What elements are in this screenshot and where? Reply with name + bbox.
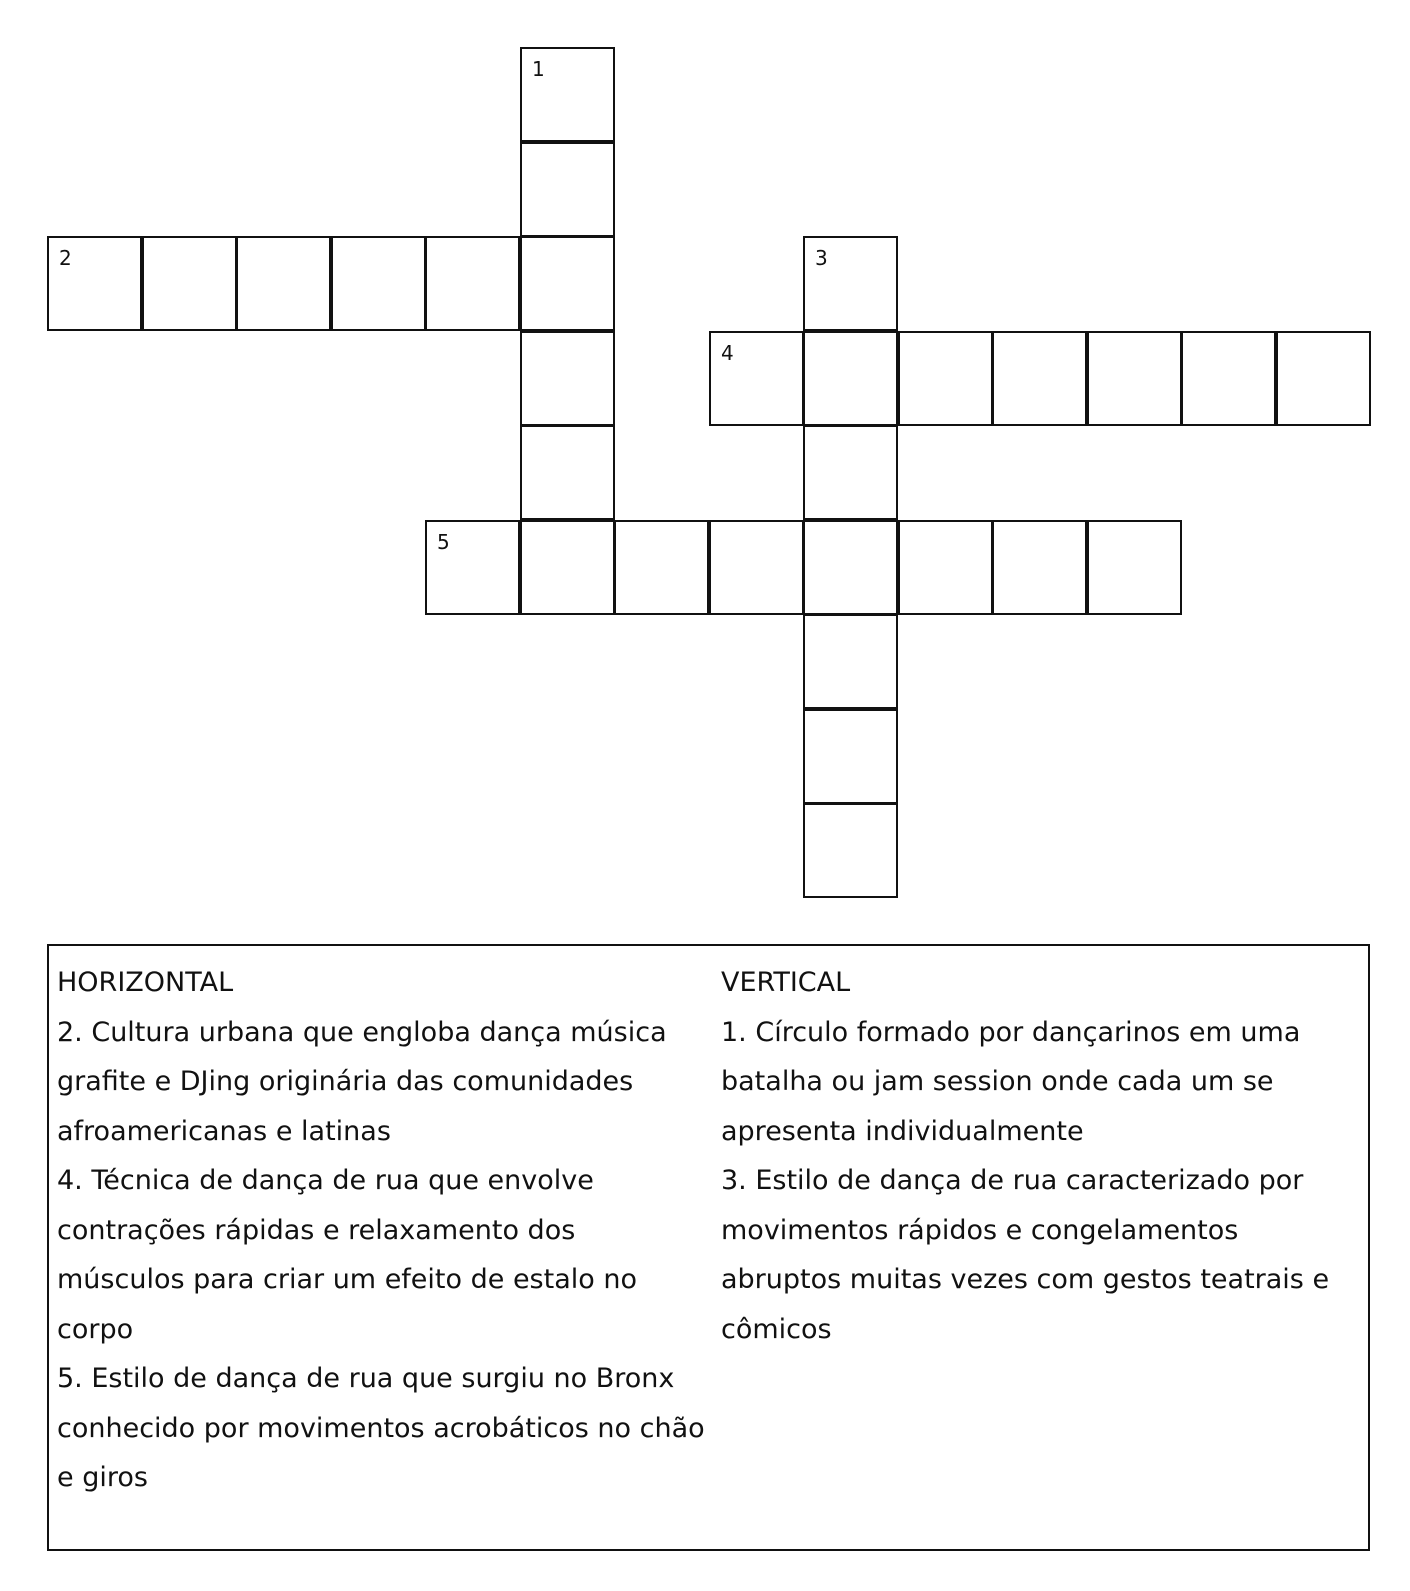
grid-cell[interactable] [425,520,520,615]
grid-cell[interactable] [803,520,898,615]
grid-cell[interactable] [1276,331,1371,426]
clue-number: 2 [59,246,72,270]
grid-cell[interactable] [709,520,804,615]
grid-cell[interactable] [1181,331,1276,426]
grid-cell[interactable] [520,142,615,237]
clue-horizontal-4: 4. Técnica de dança de rua que envolve contrações rápidas e relaxamento dos músculos para criar um efeito de estalo no corpo [57,1165,637,1345]
grid-cell[interactable] [331,236,426,331]
grid-cell[interactable] [803,803,898,898]
clue-number: 3 [815,246,828,270]
grid-cell[interactable] [520,425,615,520]
clue-vertical-1: 1. Círculo formado por dançarinos em uma batalha ou jam session onde cada um se apresenta individualmente [721,1016,1301,1147]
grid-cell[interactable] [898,331,993,426]
grid-cell[interactable] [142,236,237,331]
grid-cell[interactable] [520,520,615,615]
grid-cell[interactable] [803,709,898,804]
grid-cell[interactable] [47,236,142,331]
grid-cell[interactable] [520,47,615,142]
clue-horizontal-5: 5. Estilo de dança de rua que surgiu no Bronx conhecido por movimentos acrobáticos no chão e giros [57,1363,705,1493]
grid-cell[interactable] [898,520,993,615]
grid-cell[interactable] [803,236,898,331]
grid-cell[interactable] [992,520,1087,615]
clue-number: 5 [437,530,450,554]
clue-number: 1 [532,57,545,81]
grid-cell[interactable] [1087,331,1182,426]
grid-cell[interactable] [425,236,520,331]
grid-cell[interactable] [803,614,898,709]
grid-cell[interactable] [614,520,709,615]
clues-box [47,944,1370,1551]
grid-cell[interactable] [520,236,615,331]
grid-cell[interactable] [803,425,898,520]
grid-cell[interactable] [520,331,615,426]
grid-cell[interactable] [992,331,1087,426]
vertical-clues [721,958,1366,1354]
clue-number: 4 [721,341,734,365]
horizontal-clues [57,958,707,1503]
clue-vertical-3: 3. Estilo de dança de rua caracterizado por movimentos rápidos e congelamentos abruptos muitas vezes com gestos teatrais e cômicos [721,1165,1330,1345]
grid-cell[interactable] [803,331,898,426]
grid-cell[interactable] [709,331,804,426]
grid-cell[interactable] [236,236,331,331]
grid-cell[interactable] [1087,520,1182,615]
vertical-heading: VERTICAL [721,967,851,998]
clue-horizontal-2: 2. Cultura urbana que engloba dança música grafite e DJing originária das comunidades afroamericanas e latinas [57,1016,667,1147]
horizontal-heading: HORIZONTAL [57,967,234,998]
